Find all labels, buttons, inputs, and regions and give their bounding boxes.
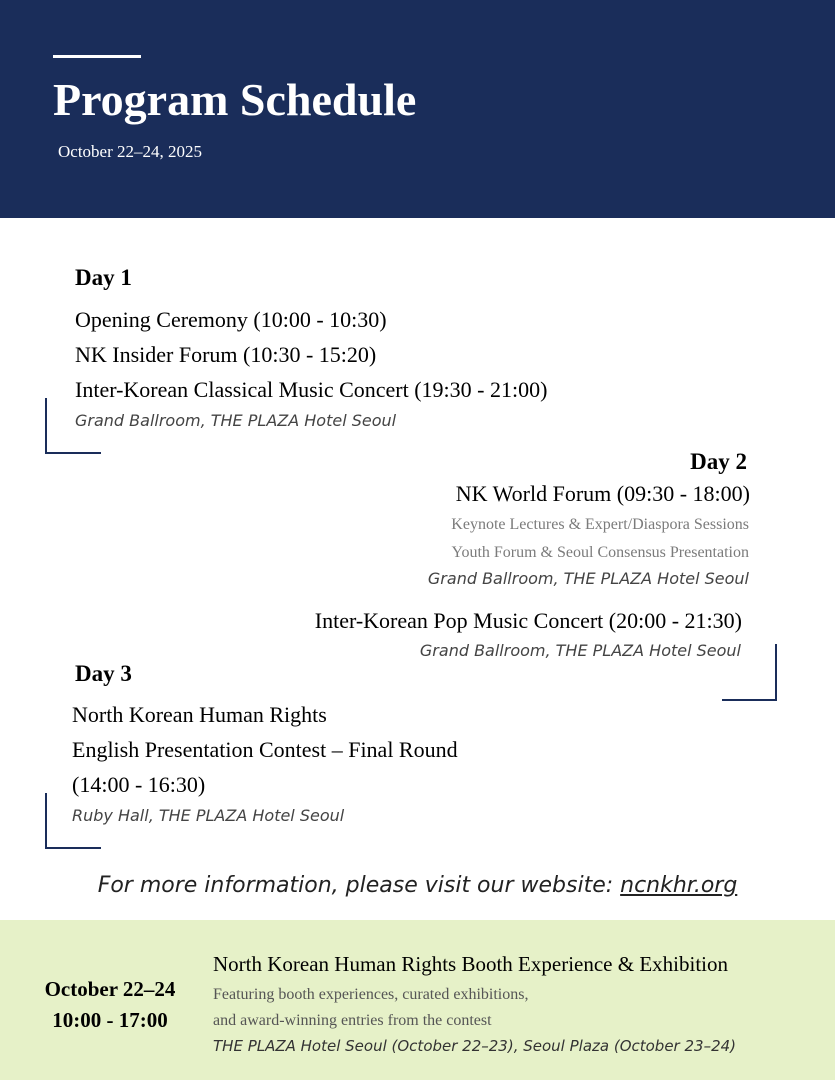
website-link[interactable]: ncnkhr.org — [620, 873, 738, 898]
footer-time-range: 10:00 - 17:00 — [52, 1008, 168, 1032]
header-banner — [0, 0, 835, 218]
day2-pop-concert-title: Inter-Korean Pop Music Concert (20:00 - 21:30) — [314, 608, 742, 633]
day2-bracket — [722, 644, 777, 701]
more-info-line — [0, 873, 835, 898]
day2-forum-detail-youth: Youth Forum & Seoul Consensus Presentation — [451, 544, 749, 561]
more-info-text: For more information, please visit our website: — [97, 873, 621, 898]
day2-forum-title: NK World Forum (09:30 - 18:00) — [455, 481, 750, 506]
day2-forum-venue: Grand Ballroom, THE PLAZA Hotel Seoul — [427, 569, 749, 588]
day1-event-insider-forum: NK Insider Forum (10:30 - 15:20) — [75, 342, 377, 367]
header-rule — [53, 55, 141, 58]
day3-heading: Day 3 — [75, 661, 132, 686]
day2-pop-concert-venue: Grand Ballroom, THE PLAZA Hotel Seoul — [419, 641, 741, 660]
day2-forum-detail-keynote: Keynote Lectures & Expert/Diaspora Sessions — [451, 516, 749, 533]
day3-line-3: (14:00 - 16:30) — [72, 772, 206, 797]
page-title: Program Schedule — [53, 74, 417, 125]
day1-event-opening: Opening Ceremony (10:00 - 10:30) — [75, 307, 387, 332]
day1-bracket — [45, 398, 101, 454]
footer-venue: THE PLAZA Hotel Seoul (October 22–23), Seoul Plaza (October 23–24) — [213, 1037, 737, 1055]
day3-line-1: North Korean Human Rights — [72, 702, 327, 727]
footer-detail-2: and award-winning entries from the contest — [213, 1012, 492, 1029]
footer-exhibition-title: North Korean Human Rights Booth Experience & Exhibition — [213, 952, 728, 976]
event-dates: October 22–24, 2025 — [58, 142, 203, 161]
footer-date-range: October 22–24 — [44, 977, 176, 1001]
footer-banner — [0, 920, 835, 1080]
day1-venue: Grand Ballroom, THE PLAZA Hotel Seoul — [75, 411, 397, 430]
day3-venue: Ruby Hall, THE PLAZA Hotel Seoul — [72, 806, 345, 825]
day1-heading: Day 1 — [75, 265, 132, 290]
day2-heading: Day 2 — [690, 449, 747, 474]
day1-event-classical-concert: Inter-Korean Classical Music Concert (19:30 - 21:00) — [75, 377, 548, 402]
day3-bracket — [45, 793, 101, 849]
day3-line-2: English Presentation Contest – Final Round — [72, 737, 458, 762]
footer-detail-1: Featuring booth experiences, curated exhibitions, — [213, 986, 529, 1003]
